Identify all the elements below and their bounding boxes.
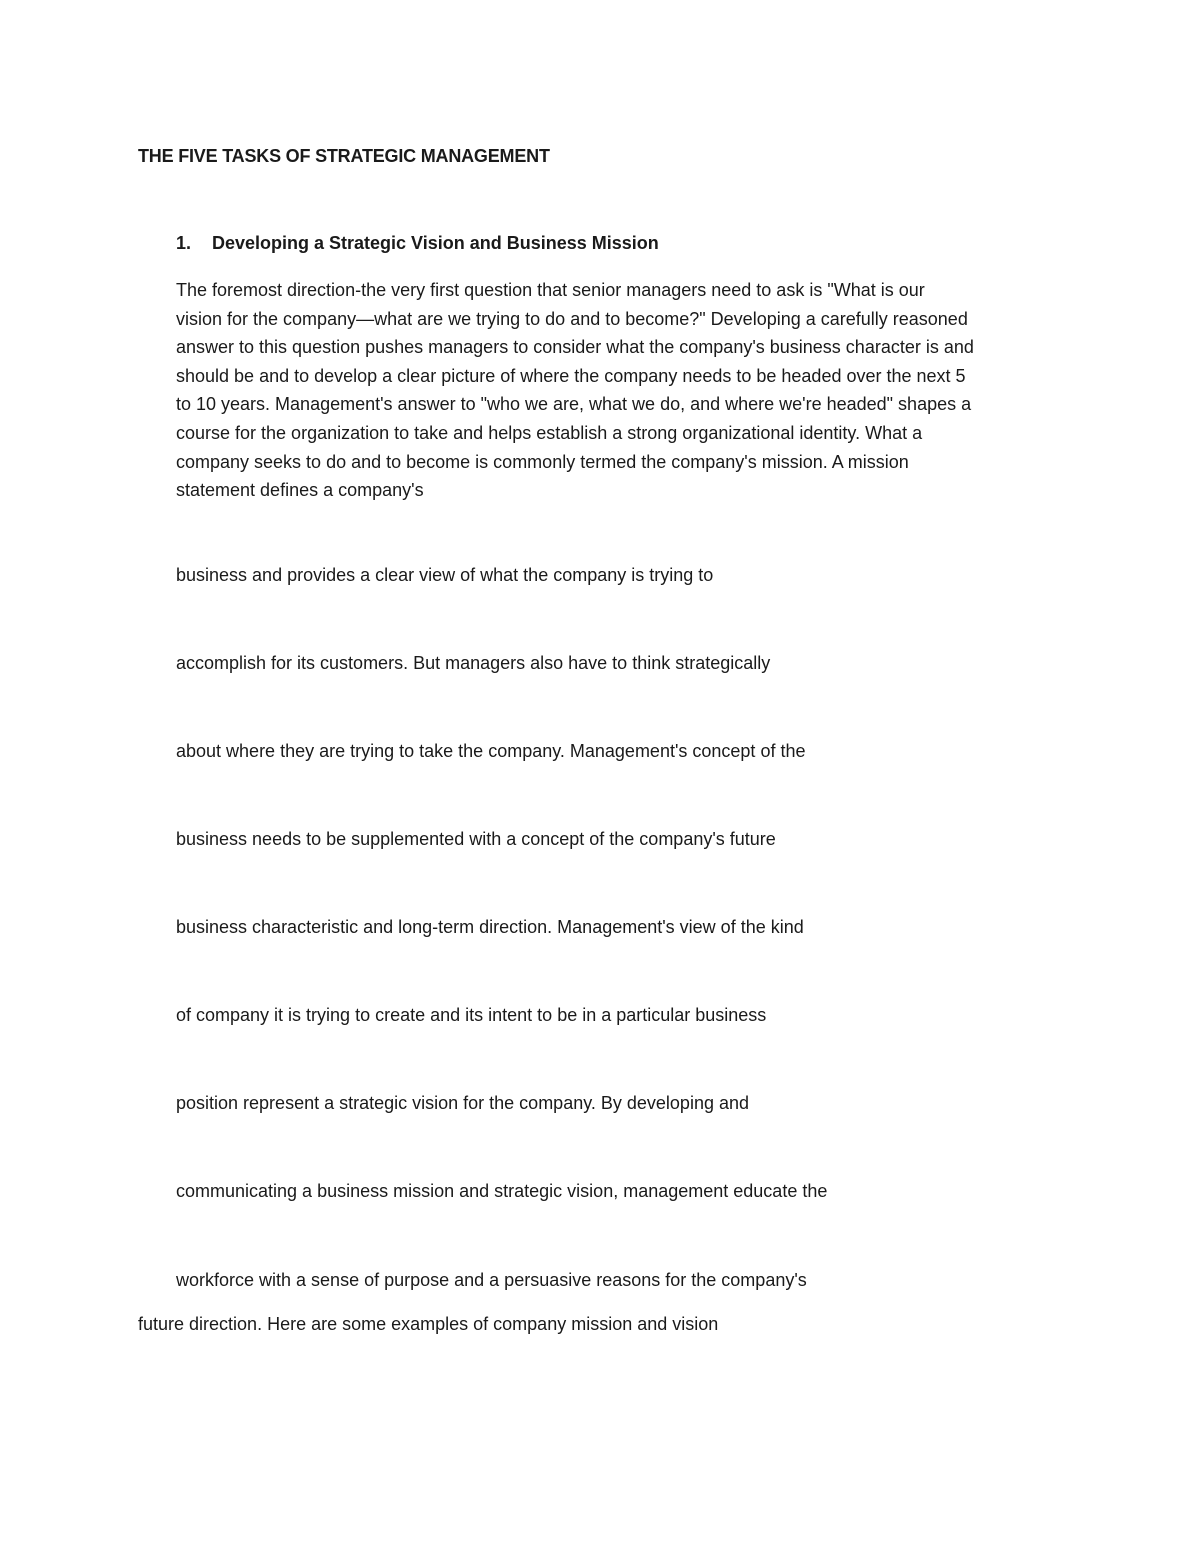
- spaced-line: business characteristic and long-term direction. Management's view of the kind: [176, 917, 804, 937]
- spaced-line: business and provides a clear view of what the company is trying to: [176, 565, 714, 585]
- spaced-line: communicating a business mission and strategic vision, management educate the: [176, 1181, 828, 1201]
- paragraph-line: company seeks to do and to become is commonly termed the company's mission. A mission: [176, 451, 909, 472]
- document-title: THE FIVE TASKS OF STRATEGIC MANAGEMENT: [138, 146, 550, 166]
- paragraph-line: statement defines a company's: [176, 480, 424, 501]
- final-line: future direction. Here are some examples of company mission and vision: [138, 1314, 719, 1334]
- paragraph-line: vision for the company—what are we trying to do and to become?" Developing a carefully reasoned: [176, 308, 968, 329]
- spaced-line: workforce with a sense of purpose and a persuasive reasons for the company's: [176, 1270, 807, 1290]
- body-paragraph: [176, 276, 1056, 505]
- paragraph-line: answer to this question pushes managers to consider what the company's business character is and: [176, 337, 974, 358]
- paragraph-line: to 10 years. Management's answer to "who we are, what we do, and where we're headed" shapes a: [176, 394, 972, 415]
- spaced-line: accomplish for its customers. But managers also have to think strategically: [176, 653, 771, 673]
- spaced-line: about where they are trying to take the company. Management's concept of the: [176, 741, 806, 761]
- section-number: 1.: [176, 233, 192, 253]
- paragraph-line: The foremost direction-the very first question that senior managers need to ask is "What is our: [176, 280, 925, 300]
- paragraph-line: should be and to develop a clear picture of where the company needs to be headed over the next 5: [176, 365, 966, 386]
- spaced-line: of company it is trying to create and its intent to be in a particular business: [176, 1005, 767, 1025]
- section-heading-text: Developing a Strategic Vision and Business Mission: [212, 233, 659, 253]
- paragraph-line: course for the organization to take and helps establish a strong organizational identity. What a: [176, 422, 923, 443]
- spaced-line: business needs to be supplemented with a concept of the company's future: [176, 829, 776, 849]
- spaced-line: position represent a strategic vision for the company. By developing and: [176, 1093, 749, 1113]
